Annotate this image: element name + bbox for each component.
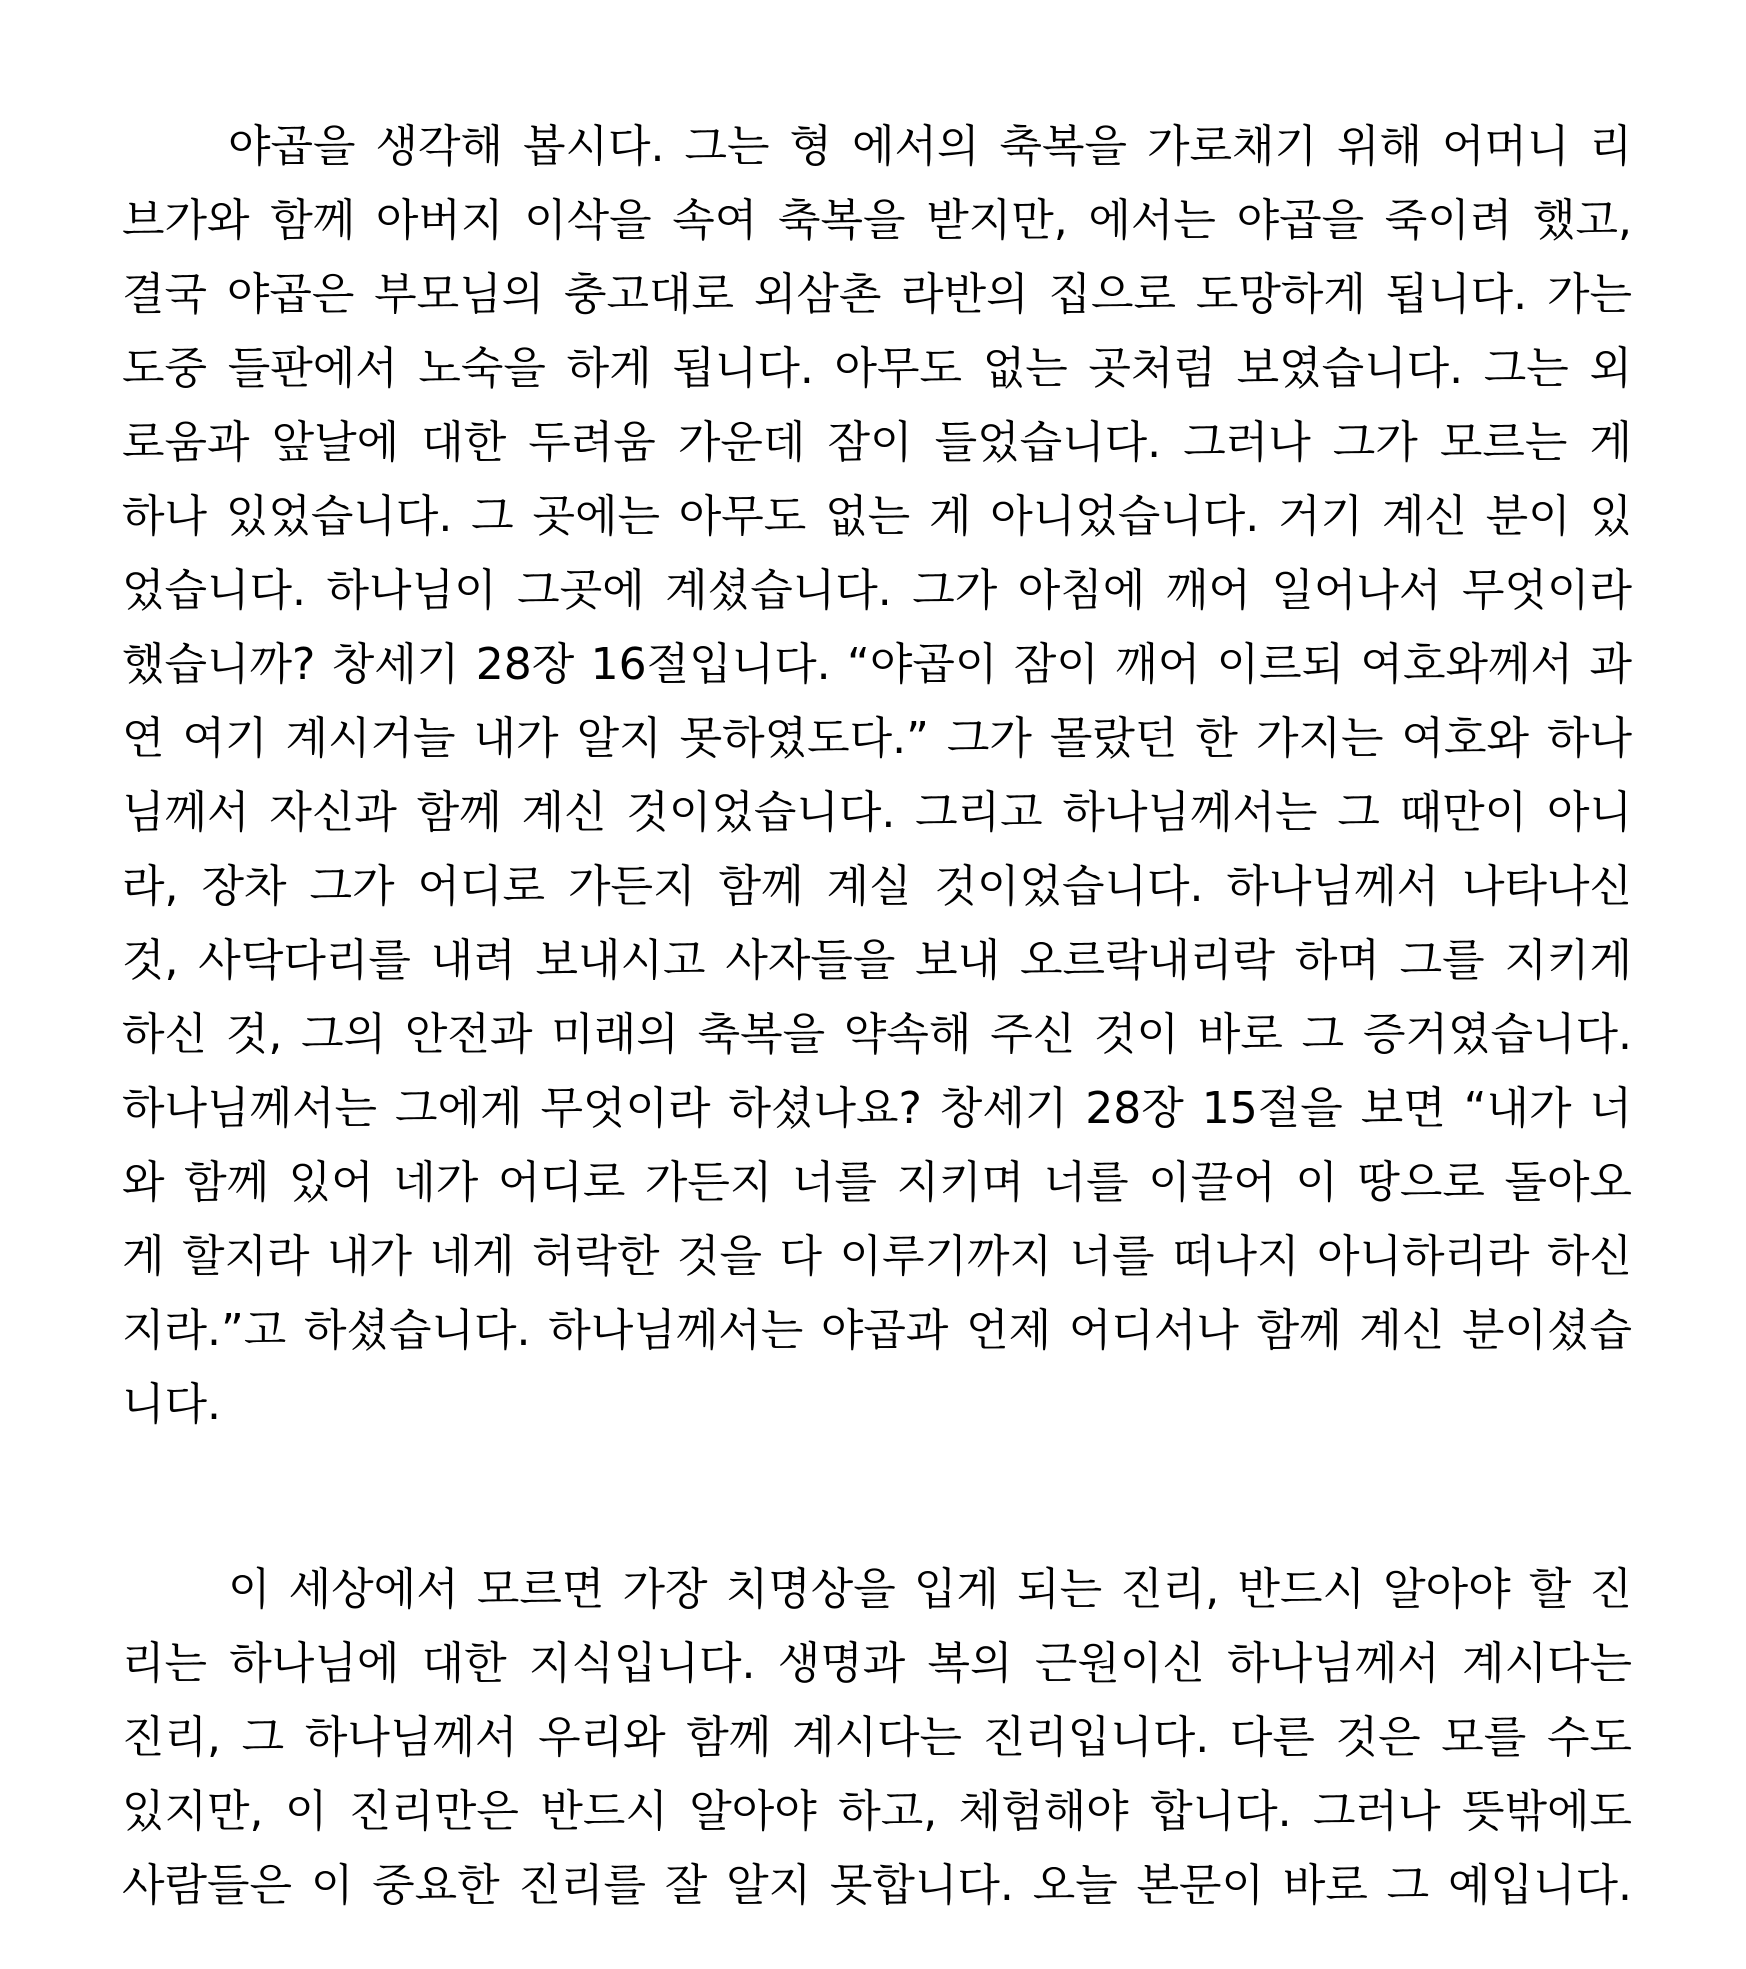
text-line: 하나님께서는 그에게 무엇이라 하셨나요? 창세기 28장 15절을 보면 “내가 너 [122, 1083, 1632, 1134]
text-line: 하나 있었습니다. 그 곳에는 아무도 없는 게 아니었습니다. 거기 계신 분이 있 [122, 491, 1632, 542]
text-line: 결국 야곱은 부모님의 충고대로 외삼촌 라반의 집으로 도망하게 됩니다. 가는 [122, 269, 1632, 320]
text-line: 니다. [122, 1379, 221, 1430]
text-line: 것, 사닥다리를 내려 보내시고 사자들을 보내 오르락내리락 하며 그를 지키게 [122, 935, 1632, 986]
text-line: 했습니까? 창세기 28장 16절입니다. “야곱이 잠이 깨어 이르되 여호와께서 과 [122, 639, 1632, 690]
text-line: 리는 하나님에 대한 지식입니다. 생명과 복의 근원이신 하나님께서 계시다는 [122, 1638, 1632, 1689]
text-line: 브가와 함께 아버지 이삭을 속여 축복을 받지만, 에서는 야곱을 죽이려 했고, [122, 195, 1632, 246]
text-line: 라, 장차 그가 어디로 가든지 함께 계실 것이었습니다. 하나님께서 나타나신 [122, 861, 1632, 912]
text-line: 하신 것, 그의 안전과 미래의 축복을 약속해 주신 것이 바로 그 증거였습니다. [122, 1009, 1632, 1060]
text-line: 와 함께 있어 네가 어디로 가든지 너를 지키며 너를 이끌어 이 땅으로 돌아오 [122, 1157, 1632, 1208]
text-line: 었습니다. 하나님이 그곳에 계셨습니다. 그가 아침에 깨어 일어나서 무엇이라 [122, 565, 1632, 616]
paragraph-truth [122, 1553, 1632, 1923]
text-line: 진리, 그 하나님께서 우리와 함께 계시다는 진리입니다. 다른 것은 모를 수도 [122, 1712, 1632, 1763]
paragraph-jacob [122, 110, 1632, 1442]
text-line: 연 여기 계시거늘 내가 알지 못하였도다.” 그가 몰랐던 한 가지는 여호와 하나 [122, 713, 1632, 764]
paragraph-spacer [122, 1442, 1632, 1553]
text-line: 있지만, 이 진리만은 반드시 알아야 하고, 체험해야 합니다. 그러나 뜻밖에도 [122, 1786, 1632, 1837]
text-line: 게 할지라 내가 네게 허락한 것을 다 이루기까지 너를 떠나지 아니하리라 하신 [122, 1231, 1632, 1282]
text-line: 이 세상에서 모르면 가장 치명상을 입게 되는 진리, 반드시 알아야 할 진 [228, 1564, 1632, 1615]
text-line: 야곱을 생각해 봅시다. 그는 형 에서의 축복을 가로채기 위해 어머니 리 [228, 121, 1632, 172]
text-line: 님께서 자신과 함께 계신 것이었습니다. 그리고 하나님께서는 그 때만이 아니 [122, 787, 1632, 838]
document-page [122, 110, 1632, 1923]
text-line: 도중 들판에서 노숙을 하게 됩니다. 아무도 없는 곳처럼 보였습니다. 그는 외 [122, 343, 1632, 394]
text-line: 지라.”고 하셨습니다. 하나님께서는 야곱과 언제 어디서나 함께 계신 분이셨습 [122, 1305, 1632, 1356]
text-line: 사람들은 이 중요한 진리를 잘 알지 못합니다. 오늘 본문이 바로 그 예입니다. [122, 1860, 1632, 1911]
text-line: 로움과 앞날에 대한 두려움 가운데 잠이 들었습니다. 그러나 그가 모르는 게 [122, 417, 1632, 468]
